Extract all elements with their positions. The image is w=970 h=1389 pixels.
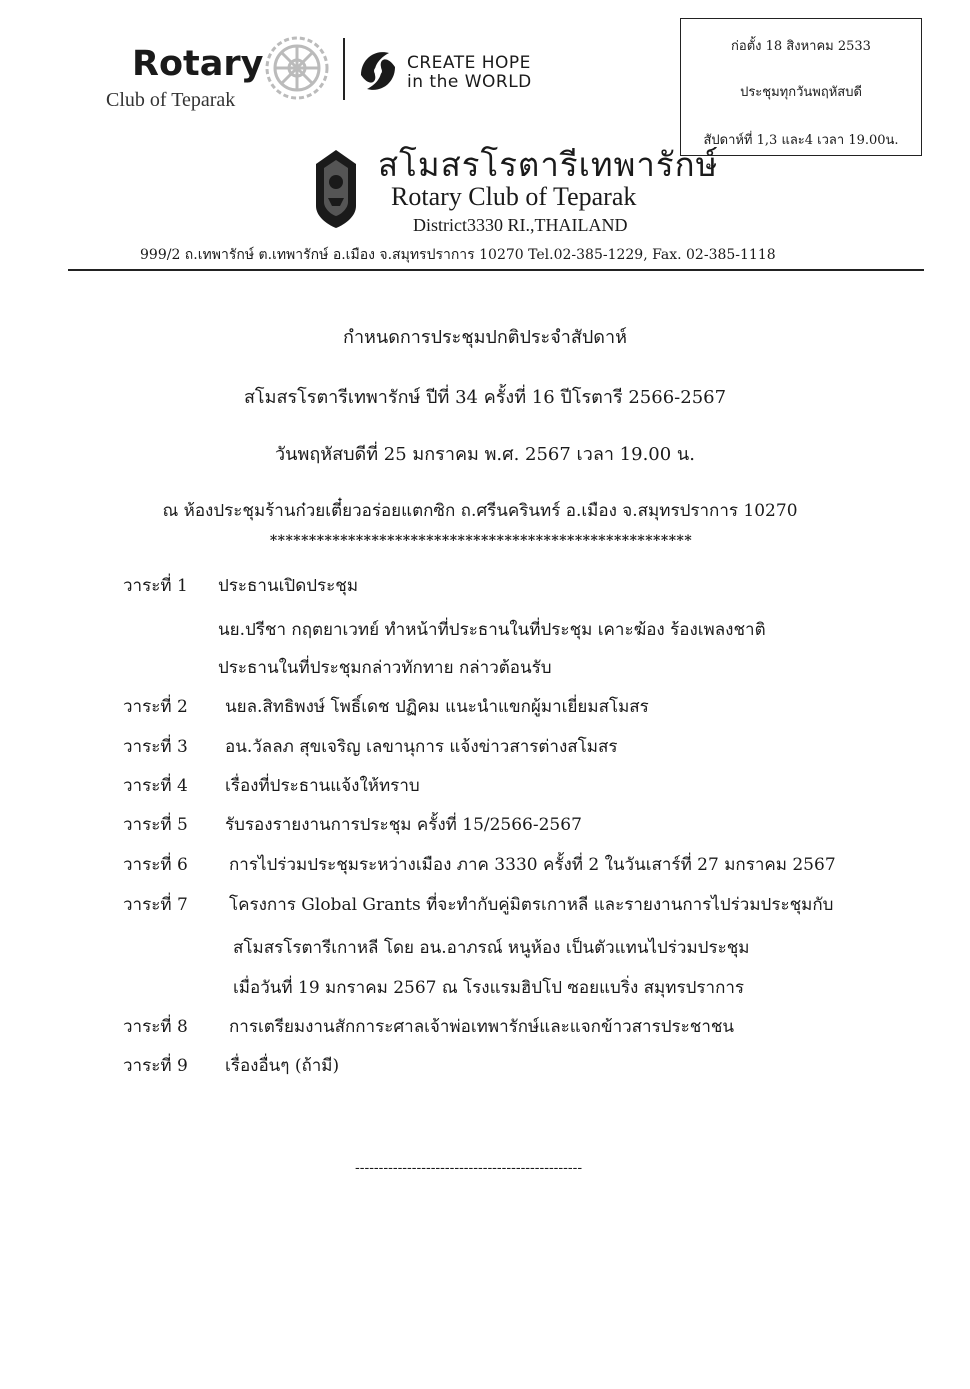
logo-divider	[343, 38, 345, 100]
club-name-thai: สโมสรโรตารีเทพารักษ์	[378, 145, 719, 184]
agenda-label-8: วาระที่ 8	[123, 1017, 188, 1037]
club-info-box	[680, 18, 922, 156]
create-hope-logo-icon	[353, 45, 403, 97]
meeting-day: ประชุมทุกวันพฤหัสบดี	[740, 85, 862, 100]
agenda-text-8: การเตรียมงานสักการะศาลเจ้าพ่อเทพารักษ์และแจกข้าวสารประชาชน	[229, 1017, 735, 1037]
header-rule	[68, 269, 924, 271]
meeting-venue-line: ณ ห้องประชุมร้านก๋วยเตี๋ยวอร่อยแตกซิก ถ.ศรีนครินทร์ อ.เมือง จ.สมุทรปราการ 10270	[162, 501, 798, 521]
rotary-wordmark: Rotary	[132, 44, 264, 84]
meeting-club-line: สโมสรโรตารีเทพารักษ์ ปีที่ 34 ครั้งที่ 16 ปีโรตารี 2566-2567	[243, 387, 727, 408]
agenda-text-2: นยล.สิทธิพงษ์ โพธิ์เดช ปฏิคม แนะนำแขกผู้มาเยี่ยมสโมสร	[225, 697, 649, 717]
meeting-weeks-time: สัปดาห์ที่ 1,3 และ4 เวลา 19.00น.	[703, 133, 899, 148]
closing-dash-line: ------------------------------------------------	[355, 1160, 583, 1176]
agenda-label-9: วาระที่ 9	[123, 1056, 188, 1076]
slogan-line-2: in the WORLD	[407, 72, 532, 92]
founded-date: ก่อตั้ง 18 สิงหาคม 2533	[731, 39, 871, 54]
slogan-line-1: CREATE HOPE	[407, 53, 531, 73]
star-separator: ******************************************************	[269, 533, 693, 549]
agenda-label-6: วาระที่ 6	[123, 855, 188, 875]
meeting-date-line: วันพฤหัสบดีที่ 25 มกราคม พ.ศ. 2567 เวลา 19.00 น.	[275, 444, 695, 465]
agenda-text-6: การไปร่วมประชุมระหว่างเมือง ภาค 3330 ครั้งที่ 2 ในวันเสาร์ที่ 27 มกราคม 2567	[229, 855, 836, 875]
agenda-label-7: วาระที่ 7	[123, 895, 188, 915]
create-hope-slogan	[407, 54, 532, 92]
district-line: District3330 RI.,THAILAND	[413, 215, 628, 235]
agenda-text-1b: นย.ปรีชา กฤตยาเวทย์ ทำหน้าที่ประธานในที่ประชุม เคาะฆ้อง ร้องเพลงชาติ	[218, 620, 766, 640]
agenda-text-7a: โครงการ Global Grants ที่จะทำกับคู่มิตรเกาหลี และรายงานการไปร่วมประชุมกับ	[229, 895, 834, 915]
agenda-label-2: วาระที่ 2	[123, 697, 188, 717]
agenda-text-7c: เมื่อวันที่ 19 มกราคม 2567 ณ โรงแรมฮิปโป ซอยแบริ่ง สมุทรปราการ	[233, 978, 745, 998]
club-name-english: Rotary Club of Teparak	[391, 182, 637, 211]
club-of-teparak-subtitle: Club of Teparak	[106, 89, 236, 111]
agenda-text-4: เรื่องที่ประธานแจ้งให้ทราบ	[225, 776, 420, 796]
rotary-wheel-icon	[259, 30, 335, 106]
agenda-label-4: วาระที่ 4	[123, 776, 188, 796]
agenda-label-5: วาระที่ 5	[123, 815, 188, 835]
club-emblem-icon	[312, 148, 360, 230]
agenda-text-7b: สโมสรโรตารีเกาหลี โดย อน.อาภรณ์ หนูห้อง เป็นตัวแทนไปร่วมประชุม	[233, 938, 750, 958]
agenda-label-3: วาระที่ 3	[123, 737, 188, 757]
agenda-text-9: เรื่องอื่นๆ (ถ้ามี)	[225, 1056, 340, 1076]
agenda-text-1a: ประธานเปิดประชุม	[218, 576, 359, 596]
meeting-title: กำหนดการประชุมปกติประจำสัปดาห์	[343, 327, 627, 348]
agenda-label-1: วาระที่ 1	[123, 576, 188, 596]
agenda-text-3: อน.วัลลภ สุขเจริญ เลขานุการ แจ้งข่าวสารต่างสโมสร	[225, 737, 618, 757]
agenda-text-5: รับรองรายงานการประชุม ครั้งที่ 15/2566-2567	[225, 815, 582, 835]
club-address: 999/2 ถ.เทพารักษ์ ต.เทพารักษ์ อ.เมือง จ.สมุทรปราการ 10270 Tel.02-385-1229, Fax. 02-385-1118	[140, 247, 776, 263]
agenda-text-1c: ประธานในที่ประชุมกล่าวทักทาย กล่าวต้อนรับ	[218, 658, 552, 678]
